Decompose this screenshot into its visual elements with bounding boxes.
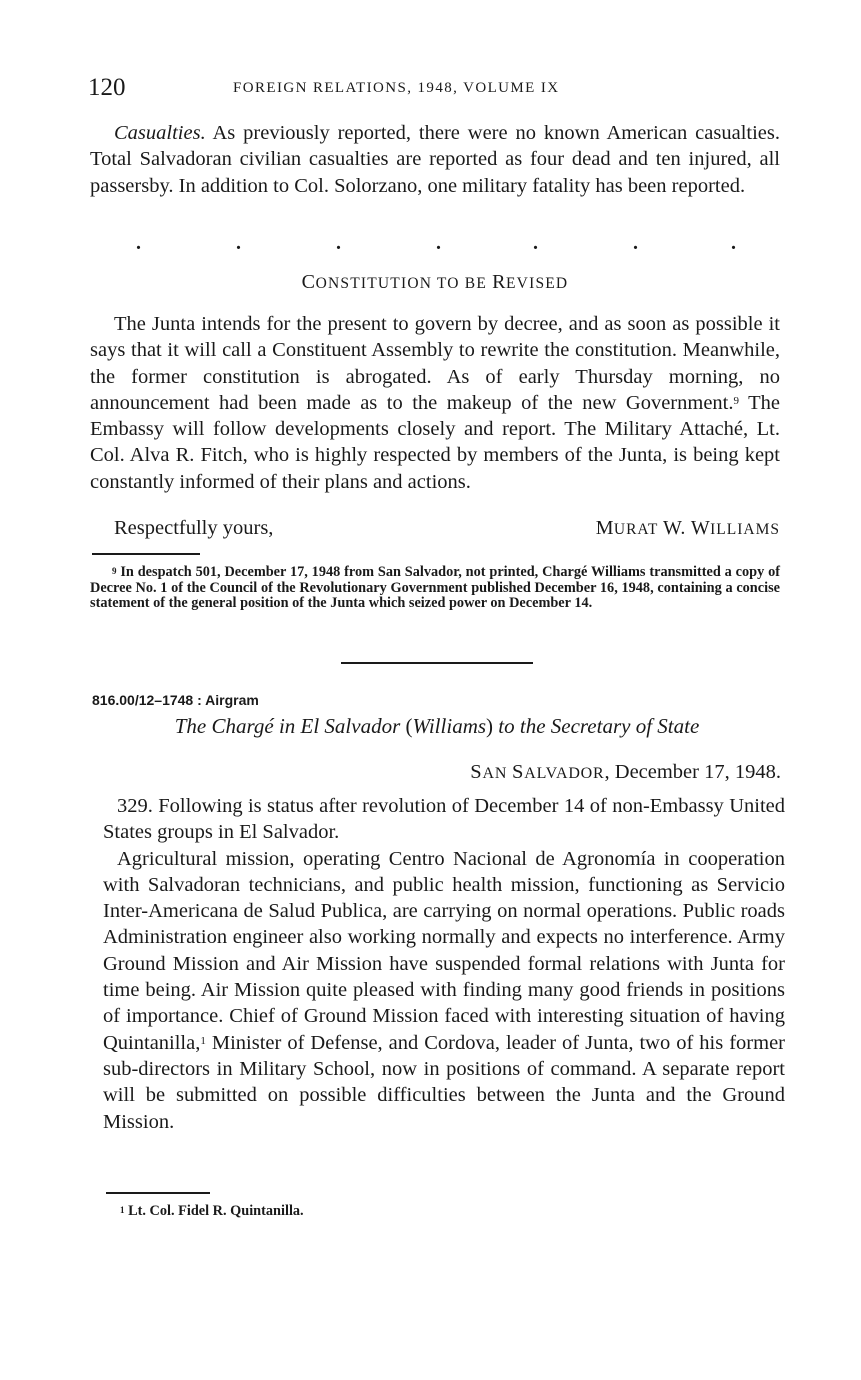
ellipsis-dot: . bbox=[136, 232, 141, 254]
signer-text: URAT bbox=[613, 521, 663, 538]
footnote-reference[interactable]: 9 bbox=[733, 394, 739, 407]
dateline-place bbox=[470, 761, 605, 783]
ellipsis-dot: . bbox=[436, 232, 441, 254]
signer-name bbox=[596, 517, 780, 540]
footnote-9 bbox=[90, 565, 780, 612]
constitution-paragraph bbox=[90, 311, 780, 495]
ellipsis-dot: . bbox=[633, 232, 638, 254]
casualties-paragraph bbox=[90, 120, 780, 199]
airgram-text: Agricultural mission, operating Centro Nacional de Agronomía in cooperation with Salvadoran technicians, and public health mission, functioning as Servicio Inter-Americana de Salud Publica, are carrying on normal operations. Public roads Administration engineer also working normally and expects no interference. Army Ground Mission and Air Mission have suspended formal relations with Junta for time being. Air Mission quite pleased with finding many good friends in positions of importance. Chief of Ground Mission faced with interesting situation of having Quintanilla, bbox=[103, 847, 785, 1054]
ellipsis-dot: . bbox=[533, 232, 538, 254]
section-divider bbox=[341, 662, 533, 664]
dateline bbox=[470, 761, 781, 784]
footnote-text: Lt. Col. Fidel R. Quintanilla. bbox=[128, 1203, 304, 1219]
title-paren: ) bbox=[486, 714, 494, 738]
footnote-reference[interactable]: 1 bbox=[200, 1034, 206, 1047]
signer-text: ILLIAMS bbox=[710, 521, 780, 538]
ellipsis-dot: . bbox=[336, 232, 341, 254]
letter-closing bbox=[90, 517, 780, 547]
airgram-body bbox=[103, 793, 785, 1135]
page-number: 120 bbox=[88, 74, 126, 101]
ellipsis-dot: . bbox=[731, 232, 736, 254]
page-header bbox=[88, 74, 788, 104]
signer-initial: W bbox=[690, 517, 711, 539]
salutation: Respectfully yours, bbox=[114, 517, 274, 539]
airgram-paragraph-1: 329. Following is status after revolution of December 14 of non-Embassy United States groups in El Salvador. bbox=[103, 795, 785, 844]
heading-initial: R bbox=[492, 271, 507, 293]
casualties-text: As previously reported, there were no known American casualties. Total Salvadoran civilian casualties are reported as four dead and ten injured, all passersby. In addition to Col. Solorzano, one military fatality has been reported. bbox=[90, 122, 780, 197]
signer-initial: W. bbox=[662, 517, 691, 539]
place-initial: S bbox=[512, 761, 525, 783]
constitution-text: The Embassy will follow developments closely and report. The Military Attaché, Lt. Col. Alva R. Fitch, who is highly respected by members of the Junta, is being kept constantly informed of their plans and actions. bbox=[90, 391, 780, 493]
heading-initial: C bbox=[301, 271, 316, 293]
ellipsis-row bbox=[90, 232, 780, 256]
casualties-paragraph-block bbox=[90, 120, 780, 199]
title-paren: ( bbox=[405, 714, 413, 738]
footnote-rule bbox=[106, 1192, 210, 1194]
footnote-rule bbox=[92, 553, 200, 555]
place-text: ALVADOR bbox=[524, 765, 605, 782]
place-text: AN bbox=[482, 765, 513, 782]
heading-text: EVISED bbox=[506, 275, 569, 292]
footnote-marker: 9 bbox=[112, 566, 117, 576]
constitution-text: The Junta intends for the present to govern by decree, and as soon as possible it says that it will call a Constituent Assembly to rewrite the constitution. Meanwhile, the former constitution is abrogated. As of early Thursday morning, no announcement had been made as to the makeup of the new Government. bbox=[90, 313, 780, 414]
document-title bbox=[92, 714, 782, 739]
ellipsis-dot: . bbox=[236, 232, 241, 254]
title-text: The Chargé in El Salvador bbox=[174, 714, 406, 738]
heading-text: ONSTITUTION TO BE bbox=[315, 275, 493, 292]
constitution-paragraph-block bbox=[90, 311, 780, 495]
dateline-date: , December 17, 1948. bbox=[604, 761, 781, 783]
footnote-1 bbox=[106, 1204, 706, 1220]
airgram-text: Minister of Defense, and Cordova, leader of Junta, two of his former sub-directors in Military School, now in positions of command. A separate report will be submitted on possible difficulties between the Junta and the Ground Mission. bbox=[103, 1031, 785, 1133]
signer-initial: M bbox=[595, 517, 614, 539]
casualties-runin-heading: Casualties. bbox=[114, 122, 206, 144]
file-reference: 816.00/12–1748 : Airgram bbox=[92, 692, 259, 708]
footnote-marker: 1 bbox=[120, 1205, 125, 1215]
running-head: FOREIGN RELATIONS, 1948, VOLUME IX bbox=[233, 80, 560, 96]
airgram-paragraph-2 bbox=[103, 846, 785, 1135]
footnote-text: In despatch 501, December 17, 1948 from San Salvador, not printed, Chargé Williams transmitted a copy of Decree No. 1 of the Council of the Revolutionary Government published December 16, 1948, containing a concise statement of the general position of the Junta which seized power on December 14. bbox=[90, 564, 780, 612]
title-name: Williams bbox=[412, 714, 487, 738]
place-initial: S bbox=[470, 761, 483, 783]
section-heading bbox=[90, 271, 780, 294]
title-text: to the Secretary of State bbox=[493, 714, 700, 738]
